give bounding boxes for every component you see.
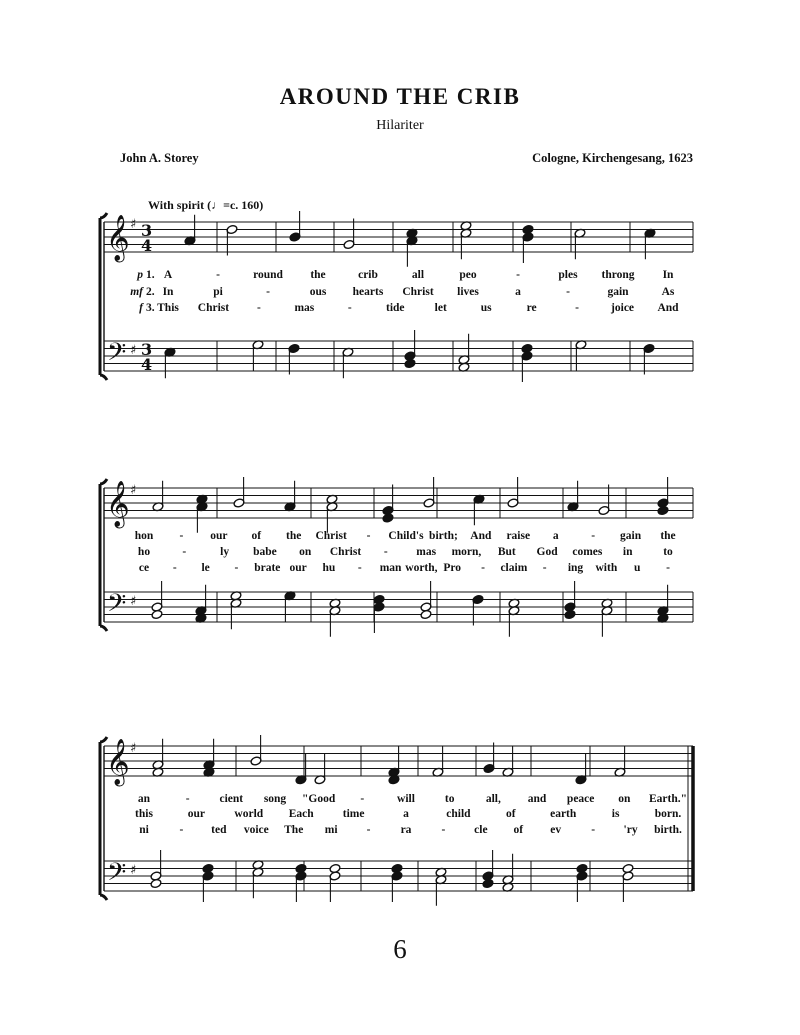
bass-note <box>373 594 385 633</box>
lyric-hyphen: - <box>591 530 596 542</box>
bass-note <box>230 591 242 630</box>
lyric-syllable: pi <box>213 286 223 298</box>
verse-dynamic: p <box>137 269 143 281</box>
lyric-syllable: born. <box>654 808 682 820</box>
bass-note <box>576 863 588 902</box>
key-signature-sharp: ♯ <box>130 217 137 232</box>
lyric-hyphen: - <box>266 286 270 298</box>
lyric-syllable: re <box>526 302 537 314</box>
lyric-syllable: comes <box>572 546 603 558</box>
bass-note <box>284 591 296 622</box>
lyric-syllable: a <box>515 286 521 298</box>
lyric-hyphen: - <box>575 302 580 314</box>
lyric-syllable: a <box>403 808 409 820</box>
lyric-syllable: to <box>663 546 673 558</box>
lyric-hyphen: - <box>357 562 362 574</box>
lyric-syllable: ted <box>211 824 227 836</box>
tempo-marking: With spirit (♩=c. 160) <box>148 198 264 212</box>
lyric-syllable: our <box>210 530 228 542</box>
author-credit: John A. Storey <box>120 151 199 165</box>
lyric-syllable: Earth." <box>648 793 688 805</box>
treble-note <box>388 746 400 785</box>
lyric-hyphen: - <box>216 269 220 281</box>
lyric-syllable: gain <box>607 286 629 298</box>
verse-dynamic: f <box>139 302 143 314</box>
lyric-syllable: the <box>286 530 302 542</box>
lyric-syllable: worth, <box>405 562 438 574</box>
lyric-syllable: hon <box>134 530 154 542</box>
bass-note <box>329 598 341 637</box>
lyric-hyphen: - <box>566 286 570 298</box>
bass-time-signature-top: 3 <box>141 340 153 359</box>
treble-note <box>226 224 238 255</box>
lyric-syllable: 'ry <box>623 824 638 836</box>
lyric-syllable: And <box>470 530 492 542</box>
key-signature-sharp: ♯ <box>130 343 137 358</box>
bass-note <box>643 343 655 374</box>
bass-note <box>195 585 207 624</box>
bass-note <box>295 863 307 902</box>
lyric-hyphen: - <box>366 530 371 542</box>
lyric-hyphen: - <box>179 530 184 542</box>
notehead <box>151 609 163 619</box>
bass-note <box>458 334 470 373</box>
lyric-syllable: world <box>234 808 264 820</box>
lyric-hyphen: - <box>542 562 547 574</box>
treble-note <box>314 754 326 785</box>
treble-clef: 𝄞 <box>106 739 130 785</box>
lyric-syllable: the <box>310 269 326 281</box>
lyric-syllable: cient <box>219 793 244 805</box>
bass-note <box>521 343 533 382</box>
lyric-syllable: the <box>660 530 676 542</box>
bass-clef: 𝄢 <box>107 589 127 624</box>
treble-note <box>184 215 196 246</box>
lyric-syllable: hu <box>322 562 336 574</box>
treble-note <box>326 494 338 533</box>
lyric-syllable: with <box>595 562 618 574</box>
treble-time-signature-bottom: 4 <box>141 236 153 255</box>
treble-note <box>343 219 355 250</box>
notehead <box>657 505 669 515</box>
lyric-syllable: ev <box>550 824 562 836</box>
treble-note <box>295 754 307 785</box>
verse-number: 3. <box>146 302 155 314</box>
treble-note <box>483 743 495 774</box>
page-number: 6 <box>393 934 407 964</box>
lyric-syllable: our <box>187 808 206 820</box>
lyric-syllable: lives <box>457 286 479 298</box>
lyric-syllable: Christ <box>315 530 347 542</box>
lyric-syllable: peace <box>566 793 595 805</box>
lyric-syllable: mi <box>324 824 338 836</box>
lyric-syllable: claim <box>500 562 528 574</box>
treble-note <box>574 228 586 259</box>
lyric-syllable: round <box>253 269 283 281</box>
lyric-syllable: mas <box>294 302 315 314</box>
tempo-text: Hilariter <box>376 118 424 133</box>
treble-clef: 𝄞 <box>106 481 130 527</box>
bass-note <box>601 598 613 637</box>
lyric-syllable: on <box>618 793 631 805</box>
lyric-hyphen: - <box>441 824 446 836</box>
bass-note <box>391 863 403 902</box>
treble-note <box>423 477 435 508</box>
bass-clef: 𝄢 <box>107 338 127 373</box>
lyric-syllable: But <box>497 546 516 558</box>
lyric-syllable: is <box>611 808 620 820</box>
treble-note <box>567 481 579 512</box>
bass-note <box>508 598 520 637</box>
lyric-syllable: an <box>137 793 151 805</box>
lyric-syllable: of <box>506 808 516 820</box>
lyric-syllable: will <box>397 793 415 805</box>
bass-note <box>564 581 576 620</box>
bass-note <box>472 594 484 625</box>
source-credit: Cologne, Kirchengesang, 1623 <box>532 151 693 165</box>
lyric-hyphen: - <box>185 793 190 805</box>
lyric-hyphen: - <box>591 824 596 836</box>
lyric-syllable: Christ <box>329 546 362 558</box>
lyric-hyphen: - <box>366 824 371 836</box>
treble-note <box>203 739 215 778</box>
lyric-syllable: cle <box>474 824 488 836</box>
treble-time-signature-top: 3 <box>141 221 153 240</box>
lyric-syllable: child <box>446 808 471 820</box>
treble-note <box>233 477 245 508</box>
key-signature-sharp: ♯ <box>130 863 137 878</box>
notehead <box>564 609 576 619</box>
bass-note <box>420 581 432 620</box>
verse-dynamic: mf <box>130 286 143 298</box>
bass-note <box>435 867 447 906</box>
lyric-syllable: raise <box>506 530 531 542</box>
lyric-syllable: babe <box>253 546 277 558</box>
lyric-syllable: to <box>444 793 455 805</box>
treble-note <box>657 477 669 516</box>
bass-note <box>252 340 264 371</box>
lyric-syllable: a <box>552 530 559 542</box>
lyric-hyphen: - <box>256 302 261 314</box>
lyric-syllable: throng <box>601 269 635 281</box>
treble-note <box>507 477 519 508</box>
treble-note <box>460 221 472 260</box>
lyric-syllable: earth <box>550 808 577 820</box>
lyric-syllable: of <box>251 530 262 542</box>
lyric-syllable: ly <box>220 546 230 558</box>
treble-note <box>598 485 610 516</box>
lyric-hyphen: - <box>516 269 520 281</box>
notehead <box>482 878 494 888</box>
lyric-syllable: ra <box>400 824 412 836</box>
key-signature-sharp: ♯ <box>130 741 137 756</box>
lyric-syllable: brate <box>254 562 281 574</box>
lyric-syllable: ous <box>309 286 327 298</box>
lyric-syllable: time <box>342 808 365 820</box>
lyric-hyphen: - <box>234 562 239 574</box>
lyric-syllable: of <box>513 824 524 836</box>
lyric-syllable: A <box>163 269 173 281</box>
treble-note <box>522 224 534 263</box>
lyric-hyphen: - <box>172 562 177 574</box>
lyric-syllable: our <box>289 562 307 574</box>
hymn-title: AROUND THE CRIB <box>279 84 521 109</box>
lyric-hyphen: - <box>182 546 187 558</box>
bass-note <box>150 850 162 889</box>
treble-note <box>406 228 418 267</box>
lyric-syllable: Christ <box>402 286 434 298</box>
bass-note <box>288 343 300 374</box>
lyric-syllable: all <box>411 269 425 281</box>
lyric-syllable: and <box>527 793 547 805</box>
lyric-hyphen: - <box>383 546 388 558</box>
lyric-hyphen: - <box>347 302 352 314</box>
lyric-syllable: let <box>434 302 447 314</box>
lyric-syllable: man <box>379 562 402 574</box>
lyric-syllable: hearts <box>352 286 384 298</box>
treble-note <box>575 754 587 785</box>
lyric-syllable: mas <box>416 546 437 558</box>
treble-note <box>382 485 394 524</box>
lyric-syllable: In <box>162 286 174 298</box>
lyric-syllable: And <box>657 302 679 314</box>
lyric-syllable: This <box>157 302 179 314</box>
verse-number: 1. <box>146 269 155 281</box>
lyric-syllable: tide <box>386 302 405 314</box>
bass-time-signature-bottom: 4 <box>141 355 153 374</box>
lyric-syllable: As <box>661 286 675 298</box>
lyric-syllable: this <box>135 808 153 820</box>
lyric-hyphen: - <box>666 562 670 574</box>
key-signature-sharp: ♯ <box>130 483 137 498</box>
bass-note <box>657 585 669 624</box>
bass-note <box>202 863 214 902</box>
treble-note <box>473 494 485 525</box>
notehead <box>420 609 432 619</box>
verse-number: 2. <box>146 286 155 298</box>
bass-note <box>502 854 514 893</box>
bass-note <box>622 863 634 902</box>
lyric-hyphen: - <box>179 824 184 836</box>
lyric-syllable: Christ <box>197 302 230 314</box>
bass-note <box>151 581 163 620</box>
treble-note <box>152 481 164 512</box>
lyric-syllable: Child's <box>388 530 424 542</box>
bass-clef: 𝄢 <box>107 858 127 893</box>
lyric-syllable: birth; <box>429 530 458 542</box>
treble-note <box>196 494 208 533</box>
treble-note <box>250 735 262 766</box>
lyric-syllable: In <box>662 269 674 281</box>
lyric-syllable: "Good <box>302 793 336 805</box>
lyric-syllable: in <box>622 546 633 558</box>
treble-note <box>502 746 514 777</box>
bass-note <box>342 347 354 378</box>
lyric-syllable: voice <box>243 824 269 836</box>
bass-note <box>329 863 341 902</box>
lyric-syllable: gain <box>620 530 642 542</box>
treble-note <box>152 739 164 778</box>
notehead <box>150 878 162 888</box>
lyric-syllable: peo <box>459 269 477 281</box>
lyric-hyphen: - <box>360 793 365 805</box>
bass-note <box>404 330 416 369</box>
bass-note <box>252 860 264 899</box>
lyric-syllable: The <box>284 824 304 836</box>
lyric-syllable: ing <box>567 562 584 574</box>
lyric-syllable: crib <box>358 269 378 281</box>
lyric-syllable: all, <box>485 793 501 805</box>
lyric-syllable: on <box>299 546 312 558</box>
lyric-syllable: song <box>263 793 287 805</box>
notehead <box>382 513 394 523</box>
lyric-syllable: Each <box>288 808 314 820</box>
lyric-syllable: ni <box>139 824 149 836</box>
treble-note <box>432 746 444 777</box>
lyric-syllable: ce <box>138 562 150 574</box>
bass-note <box>164 347 176 378</box>
treble-note <box>644 228 656 259</box>
treble-clef: 𝄞 <box>106 215 130 261</box>
bass-note <box>575 340 587 371</box>
treble-note <box>289 211 301 242</box>
lyric-syllable: Pro <box>443 562 462 574</box>
notehead <box>404 358 416 368</box>
lyric-syllable: ho <box>137 546 151 558</box>
key-signature-sharp: ♯ <box>130 594 137 609</box>
lyric-syllable: joice <box>611 302 635 314</box>
treble-note <box>284 481 296 512</box>
lyric-hyphen: - <box>481 562 485 574</box>
lyric-syllable: birth. <box>654 824 682 836</box>
treble-note <box>614 746 626 777</box>
bass-note <box>482 850 494 889</box>
lyric-syllable: us <box>480 302 492 314</box>
lyric-syllable: ples <box>558 269 578 281</box>
lyric-syllable: morn, <box>451 546 482 558</box>
lyric-syllable: le <box>201 562 210 574</box>
lyric-syllable: God <box>536 546 558 558</box>
lyric-syllable: u <box>633 562 641 574</box>
